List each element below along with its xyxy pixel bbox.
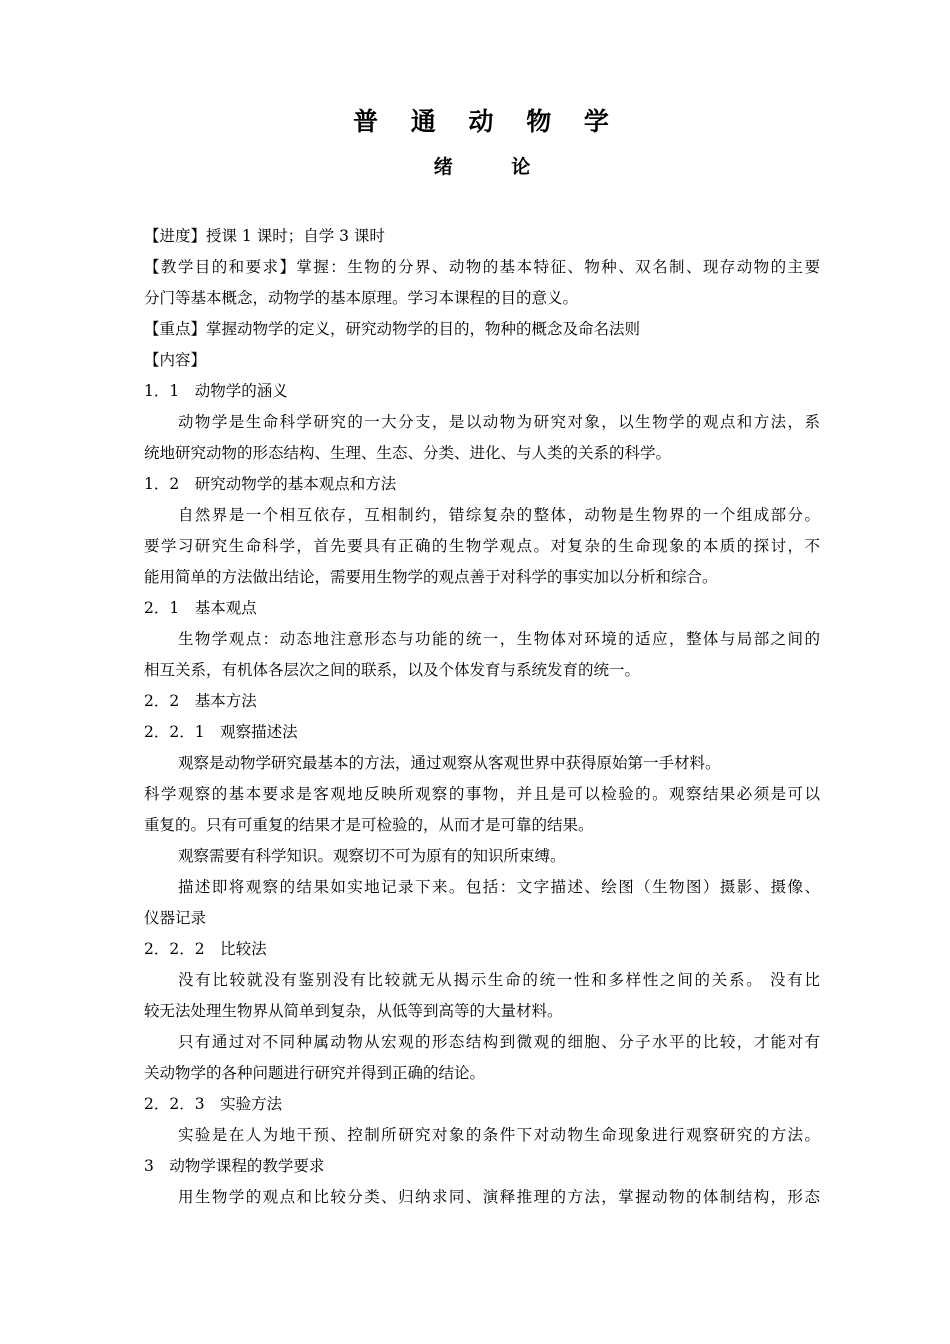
section-heading-2-1: 2．1 基本观点 bbox=[144, 599, 257, 617]
paragraph-line: 重复的。只有可重复的结果才是可检验的，从而才是可靠的结果。 bbox=[144, 816, 594, 834]
content-label: 【内容】 bbox=[144, 351, 207, 369]
objectives-line-2: 分门等基本概念，动物学的基本原理。学习本课程的目的意义。 bbox=[144, 289, 579, 307]
paragraph-line: 相互关系，有机体各层次之间的联系，以及个体发育与系统发育的统一。 bbox=[144, 661, 641, 679]
paragraph-line: 用生物学的观点和比较分类、归纳求同、演释推理的方法，掌握动物的体制结构，形态 bbox=[178, 1188, 820, 1206]
paragraph-line: 自然界是一个相互依存，互相制约，错综复杂的整体，动物是生物界的一个组成部分。 bbox=[178, 506, 820, 524]
key-points-line: 【重点】掌握动物学的定义，研究动物学的目的，物种的概念及命名法则 bbox=[144, 320, 641, 338]
section-heading-2-2-3: 2．2．3 实验方法 bbox=[144, 1095, 283, 1113]
section-heading-1-1: 1．1 动物学的涵义 bbox=[144, 382, 288, 400]
paragraph-line: 科学观察的基本要求是客观地反映所观察的事物，并且是可以检验的。观察结果必须是可以 bbox=[144, 785, 820, 803]
section-heading-2-2-2: 2．2．2 比较法 bbox=[144, 940, 267, 958]
document-subtitle: 绪 论 bbox=[433, 156, 557, 178]
section-heading-2-2-1: 2．2．1 观察描述法 bbox=[144, 723, 298, 741]
section-heading-3: 3 动物学课程的教学要求 bbox=[144, 1157, 325, 1175]
paragraph-line: 仪器记录 bbox=[144, 909, 207, 927]
progress-line: 【进度】授课 1 课时；自学 3 课时 bbox=[144, 227, 385, 245]
paragraph-line: 统地研究动物的形态结构、生理、生态、分类、进化、与人类的关系的科学。 bbox=[144, 444, 672, 462]
paragraph-line: 观察需要有科学知识。观察切不可为原有的知识所束缚。 bbox=[178, 847, 566, 865]
paragraph-line: 动物学是生命科学研究的一大分支，是以动物为研究对象，以生物学的观点和方法，系 bbox=[178, 413, 820, 431]
paragraph-line: 观察是动物学研究最基本的方法，通过观察从客观世界中获得原始第一手材料。 bbox=[178, 754, 721, 772]
paragraph-line: 描述即将观察的结果如实地记录下来。包括：文字描述、绘图（生物图）摄影、摄像、 bbox=[178, 878, 820, 896]
paragraph-line: 要学习研究生命科学，首先要具有正确的生物学观点。对复杂的生命现象的本质的探讨，不 bbox=[144, 537, 820, 555]
paragraph-line: 能用简单的方法做出结论，需要用生物学的观点善于对科学的事实加以分析和综合。 bbox=[144, 568, 718, 586]
paragraph-line: 生物学观点：动态地注意形态与功能的统一，生物体对环境的适应，整体与局部之间的 bbox=[178, 630, 820, 648]
paragraph-line: 没有比较就没有鉴别没有比较就无从揭示生命的统一性和多样性之间的关系。 没有比 bbox=[178, 971, 820, 989]
paragraph-line: 关动物学的各种问题进行研究并得到正确的结论。 bbox=[144, 1064, 486, 1082]
paragraph-line: 实验是在人为地干预、控制所研究对象的条件下对动物生命现象进行观察研究的方法。 bbox=[178, 1126, 820, 1144]
paragraph-line: 只有通过对不同种属动物从宏观的形态结构到微观的细胞、分子水平的比较，才能对有 bbox=[178, 1033, 820, 1051]
section-heading-2-2: 2．2 基本方法 bbox=[144, 692, 257, 710]
section-heading-1-2: 1．2 研究动物学的基本观点和方法 bbox=[144, 475, 397, 493]
objectives-line-1: 【教学目的和要求】掌握：生物的分界、动物的基本特征、物种、双名制、现存动物的主要 bbox=[144, 258, 820, 276]
paragraph-line: 较无法处理生物界从简单到复杂，从低等到高等的大量材料。 bbox=[144, 1002, 563, 1020]
document-title: 普 通 动 物 学 bbox=[353, 107, 621, 136]
document-body bbox=[144, 221, 820, 1213]
